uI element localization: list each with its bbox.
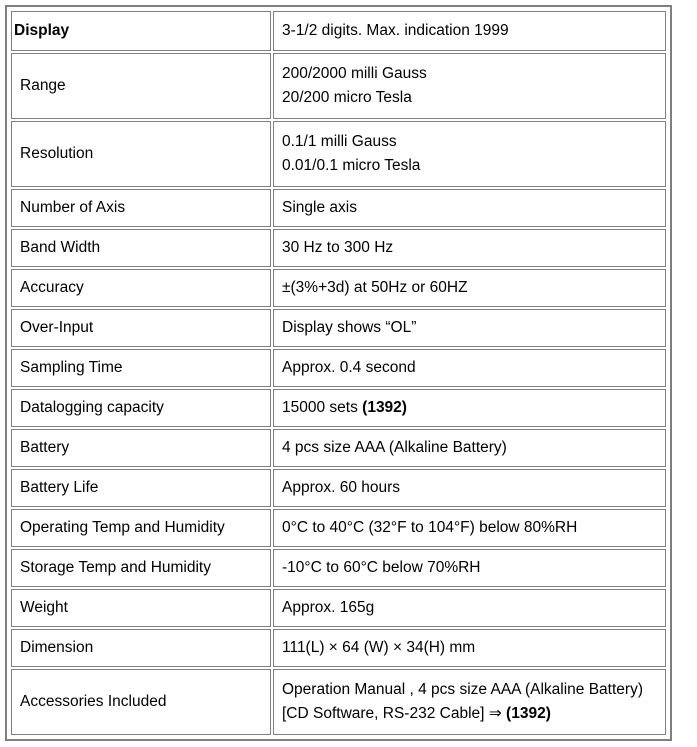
spec-label: Number of Axis — [11, 189, 271, 227]
spec-label: Sampling Time — [11, 349, 271, 387]
table-row — [11, 309, 666, 347]
table-row — [11, 669, 666, 735]
spec-label: Battery — [11, 429, 271, 467]
spec-value: Single axis — [273, 189, 666, 227]
spec-label: Display — [11, 11, 271, 51]
table-row — [11, 549, 666, 587]
table-row — [11, 629, 666, 667]
table-row — [11, 429, 666, 467]
spec-value: 111(L) × 64 (W) × 34(H) mm — [273, 629, 666, 667]
spec-value: Approx. 60 hours — [273, 469, 666, 507]
spec-value: 0°C to 40°C (32°F to 104°F) below 80%RH — [273, 509, 666, 547]
spec-value-text: [CD Software, RS-232 Cable] ⇒ — [282, 705, 507, 722]
spec-value-line: 200/2000 milli Gauss — [282, 64, 427, 82]
model-number: (1392) — [362, 398, 407, 416]
spec-value-line — [282, 702, 657, 726]
spec-value: -10°C to 60°C below 70%RH — [273, 549, 666, 587]
spec-value: 30 Hz to 300 Hz — [273, 229, 666, 267]
spec-value: Display shows “OL” — [273, 309, 666, 347]
table-row — [11, 349, 666, 387]
spec-value — [273, 669, 666, 735]
spec-label: Battery Life — [11, 469, 271, 507]
spec-label: Storage Temp and Humidity — [11, 549, 271, 587]
table-row — [11, 53, 666, 119]
table-row — [11, 469, 666, 507]
table-row — [11, 589, 666, 627]
spec-label: Dimension — [11, 629, 271, 667]
spec-value — [273, 389, 666, 427]
spec-label: Accessories Included — [11, 669, 271, 735]
spec-value-text: 15000 sets — [282, 398, 363, 416]
spec-value: 4 pcs size AAA (Alkaline Battery) — [273, 429, 666, 467]
spec-value-line: 0.1/1 milli Gauss — [282, 132, 397, 150]
spec-label: Band Width — [11, 229, 271, 267]
spec-label: Range — [11, 53, 271, 119]
spec-label: Datalogging capacity — [11, 389, 271, 427]
table-row — [11, 509, 666, 547]
spec-label: Operating Temp and Humidity — [11, 509, 271, 547]
table-row — [11, 269, 666, 307]
table-row — [11, 229, 666, 267]
spec-table — [5, 5, 672, 741]
spec-label: Resolution — [11, 121, 271, 187]
spec-value — [273, 53, 666, 119]
spec-value-line: Operation Manual , 4 pcs size AAA (Alkaline Battery) — [282, 680, 643, 698]
spec-label: Over-Input — [11, 309, 271, 347]
spec-value-line: 0.01/0.1 micro Tesla — [282, 157, 421, 174]
specifications-table — [9, 9, 668, 737]
spec-value: Approx. 0.4 second — [273, 349, 666, 387]
spec-value: 3-1/2 digits. Max. indication 1999 — [273, 11, 666, 51]
spec-value: Approx. 165g — [273, 589, 666, 627]
spec-label: Accuracy — [11, 269, 271, 307]
model-number: (1392) — [506, 705, 551, 722]
spec-label: Weight — [11, 589, 271, 627]
table-row — [11, 389, 666, 427]
spec-value — [273, 121, 666, 187]
table-row — [11, 121, 666, 187]
table-row — [11, 189, 666, 227]
spec-value-line: 20/200 micro Tesla — [282, 89, 412, 106]
spec-value: ±(3%+3d) at 50Hz or 60HZ — [273, 269, 666, 307]
table-row — [11, 11, 666, 51]
